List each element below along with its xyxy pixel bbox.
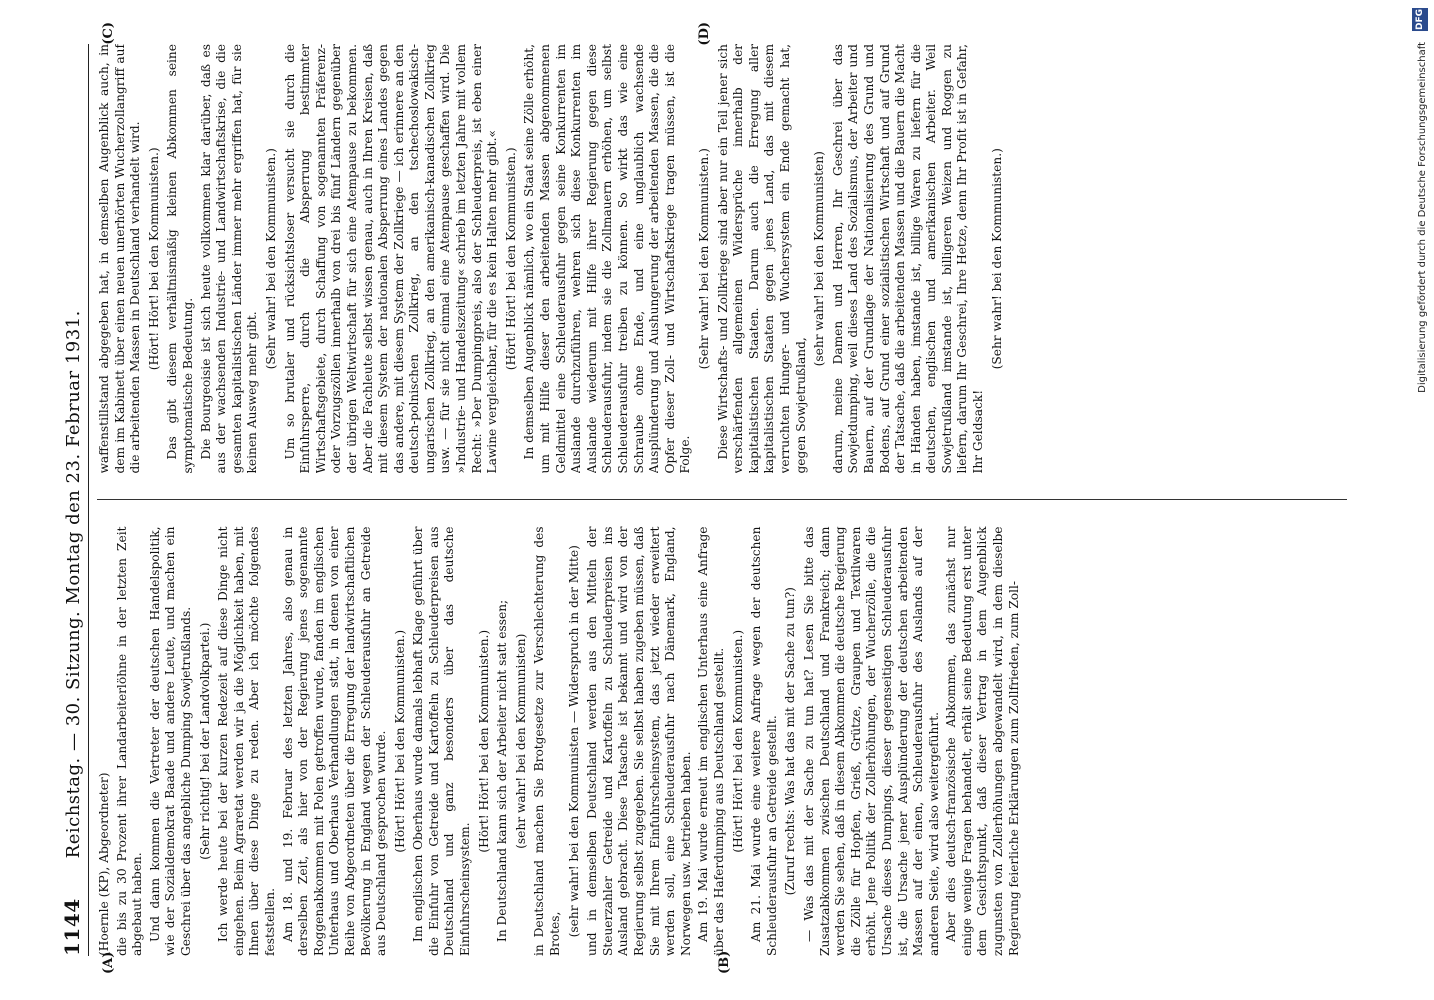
paragraph: Diese Wirtschafts- und Zollkriege sind aber nur ein Teil jener sich verschärfenden allgemeinen Widersprüche innerhalb der kapitalistischen Staaten. Darum auch die Erregung aller kapitalistischen Staaten gegen jenes Land, das mit diesem verruchten Hunger- und Wuchersystem ein Ende gemacht hat, gegen Sowjetrußland, — [715, 44, 808, 474]
margin-marker-c: (C) — [101, 22, 116, 45]
interjection: (Zuruf rechts: Was hat das mit der Sache zu tun?) — [783, 587, 798, 896]
interjection: (Hört! Hört! bei den Kommunisten.) — [503, 147, 518, 371]
interjection: (sehr wahr! bei den Kommunisten) — [812, 151, 827, 367]
paragraph: In demselben Augenblick nämlich, wo ein Staat seine Zölle erhöht, um mit Hilfe dieser den arbeitenden Massen abgenommenen Geldmittel eine Schleuderausfuhr gegen seine Konkurrenten im Auslande durchzuführen, wehren sich diese Konkurrenten im Auslande wiederum mit Hilfe ihrer Regierung gegen diese Schleuderausfuhr, indem sie die Zollmauern erhöhen, um selbst Schleuderausfuhr treiben zu können. So wirkt das wie eine Schraube ohne Ende, und eine unglaublich wachsende Ausplünderung und Aushungerung der arbeitenden Massen, die die Opfer dieser Zoll- und Wirtschaftskriege tragen müssen, ist die Folge. — [522, 44, 693, 474]
paragraph: Aber dies deutsch-französische Abkommen, das zunächst nur einige wenige Fragen behandelt, erhält seine Bedeutung erst unter dem Gesichtspunkt, daß dieser Vertrag in dem Augenblick zugunsten von Zollerhöhungen abgewandelt wird, in dem dieselbe Regierung feierliche Erklärungen zum Zollfrieden, zum Zoll- — [944, 526, 1021, 956]
digitization-credit: Digitalisierung gefördert durch die Deutsche Forschungsgemeinschaft — [1417, 42, 1428, 393]
paragraph: und in demselben Deutschland werden aus den Mitteln der Steuerzahler Getreide und Kartoffeln zu Schleuderpreisen ins Ausland gebracht. Diese Tatsache ist bekannt und wird von der Regierung selbst zugegeben. Sie selbst haben zugeben müssen, daß Sie mit Ihrem Einfuhrscheinsystem, das jetzt wieder erweitert werden soll, eine Schleuderausfuhr nach Dänemark, England, Norwegen usw. betrieben haben. — [585, 526, 693, 956]
dfg-logo: DFG — [1412, 8, 1428, 31]
paragraph: Und dann kommen die Vertreter der deutschen Handelspolitik, wie der Sozialdemokrat Baade und andere Leute, und machen ein Geschrei über das angebliche Dumping Sowjetrußlands. — [147, 526, 193, 956]
paragraph: die bis zu 30 Prozent ihrer Landarbeiterlöhne in der letzten Zeit abgebaut haben. — [114, 526, 145, 956]
paragraph: Die Bourgeoisie ist sich heute vollkommen klar darüber, daß es aus der wachsenden Industrie- und Landwirtschaftskrise, die die gesamten kapitalistischen Länder immer mehr ergriffen hat, für sie keinen Ausweg mehr gibt. — [198, 44, 260, 474]
interjection: (Hört! Hört! bei den Kommunisten.) — [146, 147, 161, 371]
page-number: 1144 — [60, 898, 84, 956]
paragraph: — Was das mit der Sache zu tun hat? Lesen Sie bitte das Zusatzabkommen zwischen Deutschland und Frankreich; dann werden Sie sehen, daß in diesem Abkommen die deutsche Regierung die Zölle für Hopfen, Grieß, Grütze, Graupen und Textilwaren erhöht. Jene Politik der Zollerhöhungen, der Wucherzölle, die die Ursache dieses Dumpings, dieser gegenseitigen Schleuderausfuhr ist, die Ursache jener Ausplünderung der deutschen arbeitenden Massen auf der einen, Schleuderausfuhr des Auslands auf der anderen Seite, wird also weitergeführt. — [801, 526, 941, 956]
interjection: (Hört! Hört! bei den Kommunisten.) — [730, 629, 745, 853]
margin-marker-d: (D) — [697, 22, 712, 46]
interjection: (sehr wahr! bei den Kommunisten — Widerspruch in der Mitte) — [566, 545, 581, 938]
interjection: (Hört! Hört! bei den Kommunisten.) — [476, 629, 491, 853]
paragraph: Am 19. Mai wurde erneut im englischen Unterhaus eine Anfrage über das Haferdumping aus Deutschland gestellt. — [696, 526, 726, 956]
paragraph: (Hoernle (KP), Abgeordneter) — [97, 772, 111, 956]
paragraph: Das gibt diesem verhältnismäßig kleinen Abkommen seine symptomatische Bedeutung. — [165, 44, 195, 474]
right-column — [97, 44, 1347, 474]
paragraph: Um so brutaler und rücksichtsloser versucht sie durch die Einfuhrsperre, durch die Absperrung bestimmter Wirtschaftsgebiete, durch Schaffung von sogenannten Präferenz- oder Vorzugszöllen innerhalb von drei bis fünf Ländern gegenüber der übrigen Weltwirtschaft für sich eine Atempause zu bekommen. Aber die Fachleute selbst wissen genau, auch in Ihren Kreisen, daß mit diesem System der nationalen Absperrung eines Landes gegen das andere, mit diesem System der Zollkriege — ich erinnere an den deutsch-polnischen Zollkrieg, an den tschechoslowakisch-ungarischen Zollkrieg, an den amerikanisch-kanadischen Zollkrieg usw. — für sie nicht einmal eine Atempause geschaffen wird. Die »Industrie- und Handelszeitung« schrieb im letzten Jahre mit vollem Recht: »Der Dumpingpreis, also der Schleuderpreis, ist eben einer Lawine vergleichbar, für die es kein Halten mehr gibt.« — [282, 44, 500, 474]
paragraph: waffenstillstand abgegeben hat, in demselben Augenblick auch, in dem im Kabinett über einen neuen unerhörten Wucherzollangriff auf die arbeitenden Massen in Deutschland verhandelt wird. — [97, 44, 143, 474]
paragraph: Im englischen Oberhaus wurde damals lebhaft Klage geführt über die Einfuhr von Getreide und Kartoffeln zu Schleuderpreisen aus Deutschland und ganz besonders über das deutsche Einfuhrscheinsystem. — [411, 526, 473, 956]
paragraph: In Deutschland kann sich der Arbeiter nicht satt essen; — [495, 599, 510, 942]
paragraph: Ich werde heute bei der kurzen Redezeit auf diese Dinge nicht eingehen. Beim Agraretat werden wir ja die Möglichkeit haben, mit Ihnen über diese Dinge zu reden. Aber ich möchte folgendes feststellen. — [216, 526, 277, 956]
paragraph: darum, meine Damen und Herren, Ihr Geschrei über das Sowjetdumping, weil dieses Land des Sozialismus, der Arbeiter und Bauern, auf der Grundlage der Nationalisierung des Grund und Bodens, auf Grund einer sozialistischen Wirtschaft und auf Grund der Tatsache, daß die arbeitenden Massen und die Bauern die Macht in Händen haben, imstande ist, billige Waren zu liefern für die deutschen, englischen und amerikanischen Arbeiter. Weil Sowjetrußland imstande ist, billigeren Weizen und Roggen zu liefern, darum Ihr Geschrei, Ihre Hetze, denn Ihr Profit ist in Gefahr, Ihr Geldsack! — [830, 44, 986, 474]
column-divider — [97, 500, 1347, 501]
interjection: (Hört! Hört! bei den Kommunisten.) — [392, 629, 407, 853]
text-columns — [97, 22, 1347, 974]
paragraph: in Deutschland machen Sie Brotgesetze zur Verschlechterung des Brotes, — [532, 526, 563, 956]
interjection: (Sehr wahr! bei den Kommunisten.) — [696, 148, 711, 370]
interjection: (Sehr wahr! bei den Kommunisten.) — [989, 148, 1004, 370]
rotated-page — [40, 20, 1390, 980]
document-sheet — [40, 20, 1390, 980]
interjection: (Sehr wahr! bei den Kommunisten.) — [263, 148, 278, 370]
paragraph: Am 21. Mai wurde eine weitere Anfrage wegen der deutschen Schleuderausfuhr an Getreide gestellt. — [749, 526, 779, 956]
left-column — [97, 527, 1347, 957]
digitization-credit-strip — [1404, 0, 1434, 1000]
page-title: Reichstag. — 30. Sitzung. Montag den 23. Februar 1931. — [63, 310, 84, 859]
page-header — [60, 44, 89, 956]
margin-marker-b: (B) — [717, 950, 732, 974]
margin-marker-a: (A) — [101, 951, 116, 974]
paragraph: Am 18. und 19. Februar des letzten Jahres, also genau in derselben Zeit, als hier von der Regierung jenes sogenannte Roggenabkommen mit Polen getroffen wurde, fanden im englischen Unterhaus und Oberhaus Verhandlungen statt, in denen von einer Reihe von Abgeordneten über die Erregung der landwirtschaftlichen Bevölkerung in England wegen der Schleuderausfuhr an Getreide aus Deutschland gesprochen wurde. — [280, 526, 389, 956]
interjection: (sehr wahr! bei den Kommunisten) — [513, 633, 528, 849]
interjection: (Sehr richtig! bei der Landvolkpartei.) — [197, 622, 212, 860]
